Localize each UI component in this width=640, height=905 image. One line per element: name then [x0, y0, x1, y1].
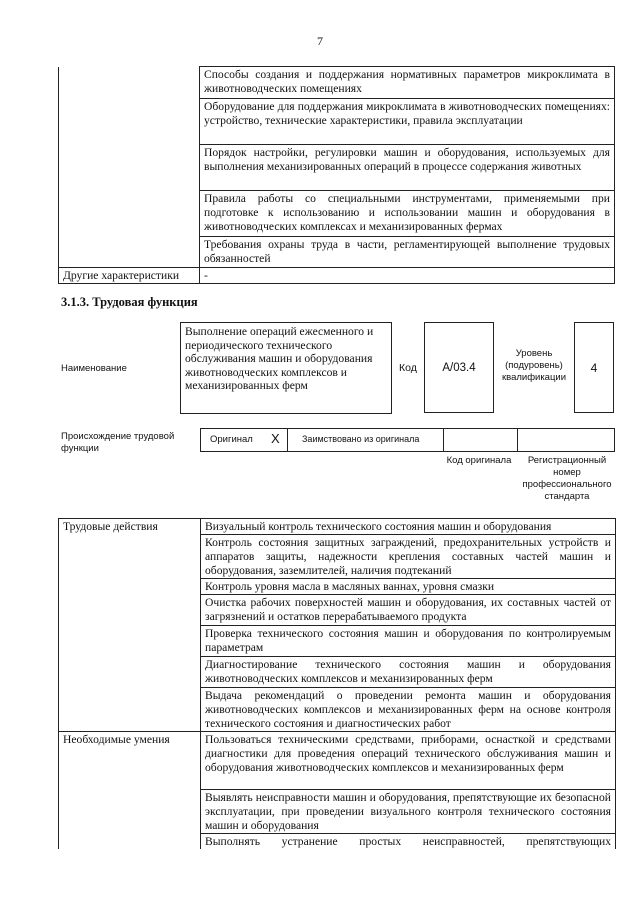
table-cell: Выполнять устранение простых неисправностей, препятствующих: [201, 834, 616, 850]
divider: [287, 429, 288, 451]
table-row: [59, 519, 616, 535]
level-value: 4: [590, 360, 598, 375]
level-box: [574, 322, 614, 413]
table-cell: -: [200, 268, 615, 284]
table-row: [59, 268, 615, 284]
page-number: 7: [317, 34, 323, 48]
table-cell: Диагностирование технического состояния машин и оборудования животноводческих комплексов и механизированных ферм: [201, 657, 616, 688]
code-caption: Код оригинала: [446, 455, 512, 466]
name-label: Наименование: [61, 363, 127, 374]
table-cell: Правила работы со специальными инструментами, применяемыми при подготовке к использованию и использовании машин и оборудования в животноводческих комплексах и механизированных фермах: [200, 191, 615, 237]
table-cell: Очистка рабочих поверхностей машин и оборудования, их составных частей от загрязнений и остатков перерабатываемого продукта: [201, 595, 616, 626]
table-cell: Способы создания и поддержания нормативных параметров микроклимата в животноводческих помещениях: [200, 67, 615, 99]
table-cell: Выявлять неисправности машин и оборудования, препятствующие их безопасной эксплуатации, при проведении визуального контроля технического состояния машин и оборудования: [201, 790, 616, 834]
table-cell: Пользоваться техническими средствами, приборами, оснасткой и средствами диагностики для проведения операций технического обслуживания машин и оборудования животноводческих комплексов и механизированных ферм: [201, 732, 616, 790]
table-label-cell: Другие характеристики: [59, 268, 200, 284]
section-title: 3.1.3. Трудовая функция: [61, 295, 198, 309]
level-label: Уровень (подуровень) квалификации: [501, 348, 567, 383]
table-cell: Выдача рекомендаций о проведении ремонта машин и оборудования животноводческих комплексов и механизированных ферм на основе контроля технического состояния и диагностических работ: [201, 688, 616, 732]
code-value: A/03.4: [442, 361, 476, 374]
function-name-box: [180, 322, 392, 414]
table-row: [59, 67, 615, 99]
table-cell: Оборудование для поддержания микроклимата в животноводческих помещениях: устройство, технические характеристики, правила эксплуатации: [200, 99, 615, 145]
table-cell: Контроль уровня масла в масляных ваннах, уровня смазки: [201, 579, 616, 595]
divider: [443, 429, 444, 451]
actions-table: [58, 518, 616, 849]
origin-borrowed: Заимствовано из оригинала: [302, 434, 420, 444]
function-name: Выполнение операций ежесменного и периодического технического обслуживания машин и оборудования животноводческих комплексов и механизированных ферм: [185, 325, 374, 393]
table-cell: Визуальный контроль технического состояния машин и оборудования: [201, 519, 616, 535]
code-box: [424, 322, 494, 413]
table-cell: Порядок настройки, регулировки машин и оборудования, используемых для выполнения механизированных операций в процессе содержания животных: [200, 145, 615, 191]
divider: [517, 429, 518, 451]
knowledge-table: [58, 66, 615, 284]
actions-label: Трудовые действия: [59, 519, 201, 732]
origin-label: Происхождение трудовой функции: [61, 431, 175, 454]
origin-mark: X: [271, 431, 280, 446]
table-cell: Проверка технического состояния машин и оборудования по контролируемым параметрам: [201, 626, 616, 657]
origin-row: [200, 428, 615, 452]
table-cell: Контроль состояния защитных заграждений, предохранительных устройств и аппаратов защиты, надежности крепления составных частей машин и оборудования, заземлителей, наличия подтеканий: [201, 535, 616, 579]
table-label-cell: [59, 67, 200, 268]
reg-caption: Регистрационный номер профессионального стандарта: [522, 455, 612, 502]
skills-label: Необходимые умения: [59, 732, 201, 850]
table-cell: Требования охраны труда в части, регламентирующей выполнение трудовых обязанностей: [200, 237, 615, 268]
code-label: Код: [399, 362, 417, 374]
table-row: [59, 732, 616, 790]
origin-original: Оригинал: [210, 434, 253, 445]
